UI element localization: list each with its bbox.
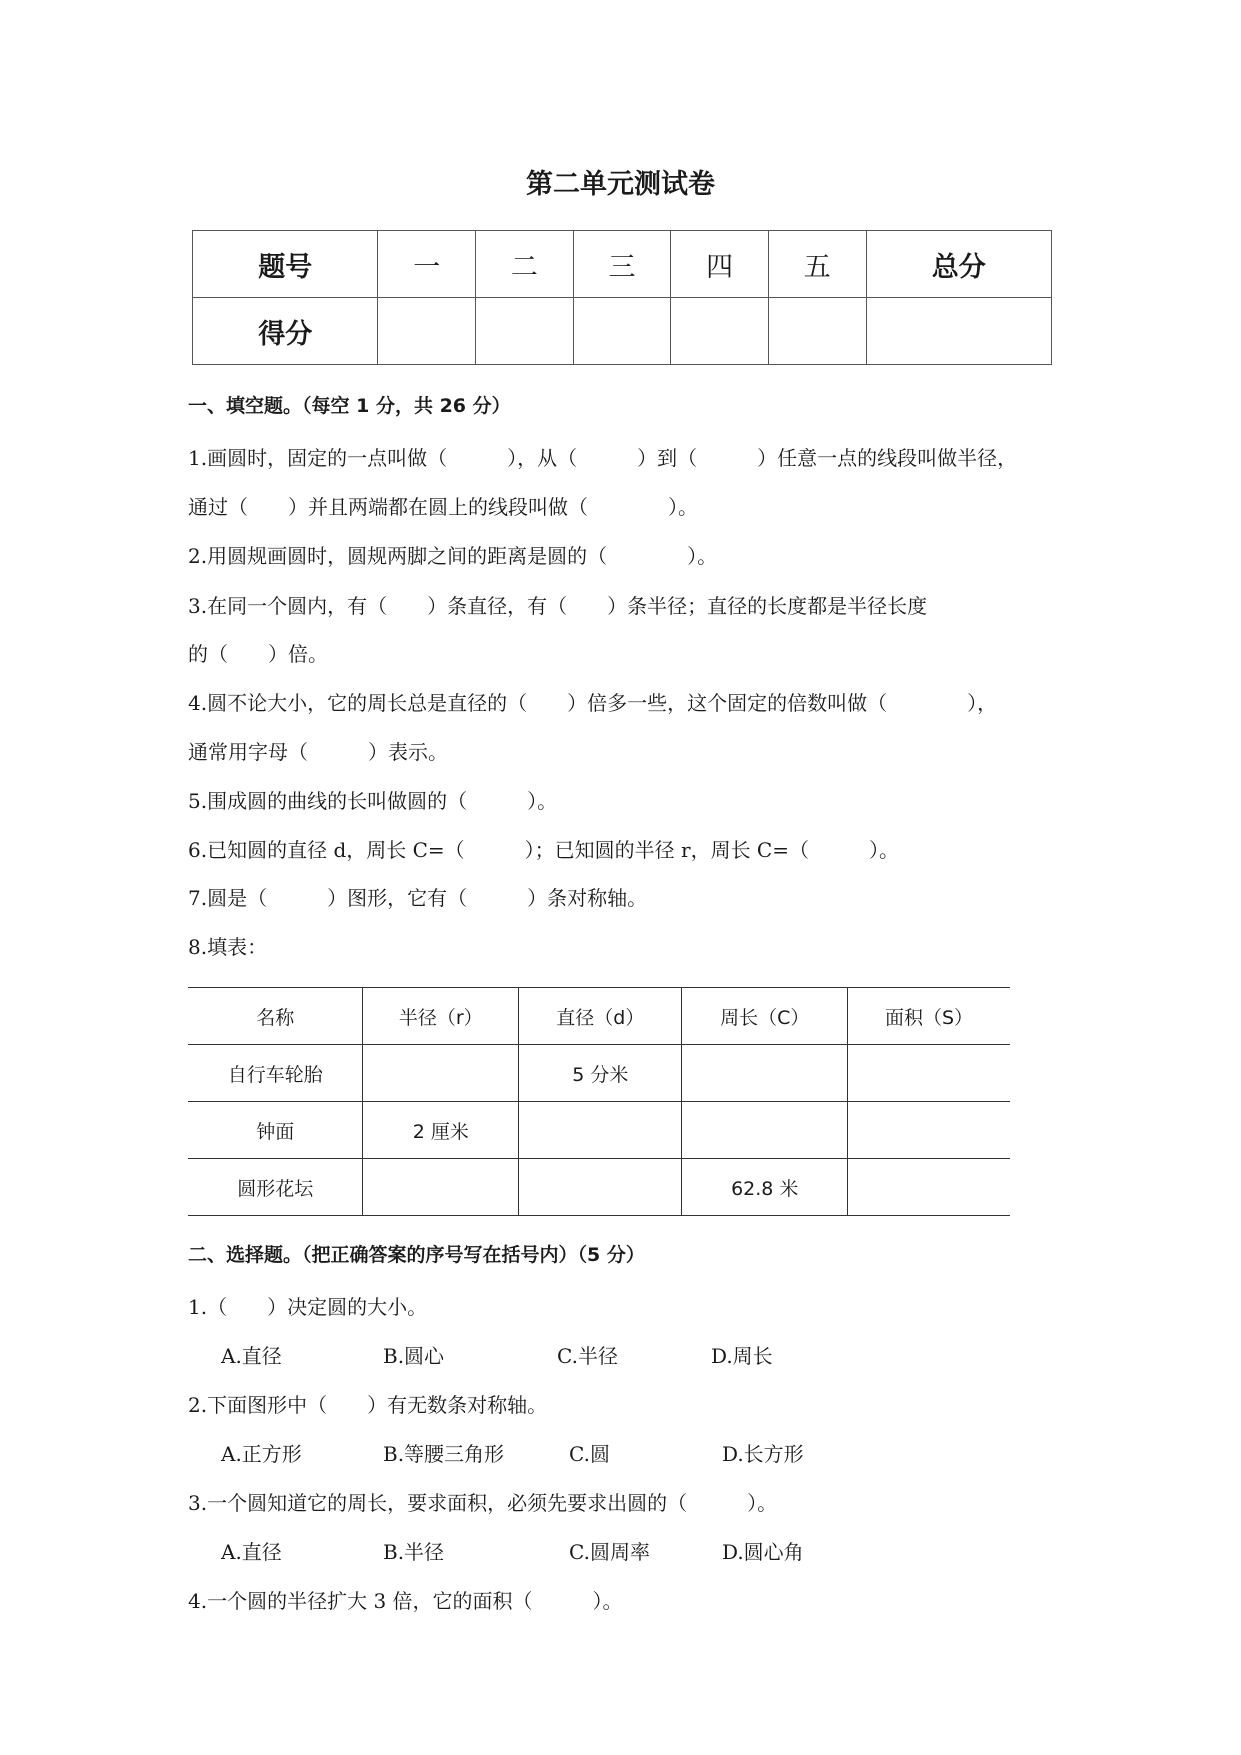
fill-cell: 钟面 — [188, 1102, 363, 1159]
choice-question: 4.一个圆的半径扩大 3 倍，它的面积（ ）。 — [188, 1589, 623, 1613]
choice-option[interactable]: B.圆心 — [383, 1344, 445, 1368]
score-cell[interactable] — [671, 298, 769, 365]
choice-option[interactable]: D.长方形 — [722, 1442, 804, 1466]
score-cell[interactable] — [866, 298, 1052, 365]
section1-heading: 一、填空题。（每空 1 分，共 26 分） — [188, 395, 511, 417]
score-header-cell: 二 — [476, 231, 574, 298]
fill-cell: 圆形花坛 — [188, 1159, 363, 1216]
choice-option[interactable]: C.圆周率 — [569, 1540, 650, 1564]
choice-question: 1.（ ）决定圆的大小。 — [188, 1295, 428, 1319]
score-cell[interactable] — [573, 298, 671, 365]
score-header-cell: 四 — [671, 231, 769, 298]
choice-option[interactable]: B.半径 — [383, 1540, 445, 1564]
fill-header-cell: 周长（C） — [682, 988, 848, 1045]
table-row — [188, 1159, 1010, 1216]
score-header-cell: 题号 — [193, 231, 378, 298]
question-line: 3.在同一个圆内，有（ ）条直径，有（ ）条半径；直径的长度都是半径长度 — [188, 594, 928, 618]
table-row — [188, 1045, 1010, 1102]
question-line: 5.围成圆的曲线的长叫做圆的（ ）。 — [188, 789, 558, 813]
score-cell[interactable] — [378, 298, 476, 365]
fill-cell[interactable] — [848, 1102, 1010, 1159]
fill-table — [188, 987, 1010, 1216]
choice-option[interactable]: A.直径 — [221, 1344, 282, 1368]
fill-header-cell: 直径（d） — [519, 988, 682, 1045]
choice-question: 2.下面图形中（ ）有无数条对称轴。 — [188, 1393, 548, 1417]
fill-header-cell: 名称 — [188, 988, 363, 1045]
fill-cell[interactable] — [848, 1045, 1010, 1102]
choice-option[interactable]: B.等腰三角形 — [383, 1442, 505, 1466]
score-header-cell: 五 — [768, 231, 866, 298]
page-title: 第二单元测试卷 — [526, 169, 715, 200]
score-cell[interactable] — [768, 298, 866, 365]
question-line: 通常用字母（ ）表示。 — [188, 740, 448, 764]
question-line: 2.用圆规画圆时，圆规两脚之间的距离是圆的（ ）。 — [188, 544, 718, 568]
score-header-cell: 一 — [378, 231, 476, 298]
question-line: 8.填表： — [188, 935, 268, 959]
section2-heading: 二、选择题。（把正确答案的序号写在括号内）（5 分） — [188, 1244, 645, 1266]
fill-cell[interactable] — [682, 1102, 848, 1159]
fill-cell[interactable] — [363, 1159, 519, 1216]
fill-cell: 2 厘米 — [363, 1102, 519, 1159]
choice-question: 3.一个圆知道它的周长，要求面积，必须先要求出圆的（ ）。 — [188, 1491, 778, 1515]
fill-cell[interactable] — [363, 1045, 519, 1102]
fill-header-cell: 面积（S） — [848, 988, 1010, 1045]
score-row-label: 得分 — [193, 298, 378, 365]
fill-cell[interactable] — [848, 1159, 1010, 1216]
fill-cell[interactable] — [519, 1159, 682, 1216]
question-line: 6.已知圆的直径 d，周长 C=（ ）；已知圆的半径 r，周长 C=（ ）。 — [188, 838, 899, 862]
score-table — [192, 230, 1052, 365]
fill-cell: 62.8 米 — [682, 1159, 848, 1216]
fill-cell[interactable] — [519, 1102, 682, 1159]
fill-header-cell: 半径（r） — [363, 988, 519, 1045]
choice-option[interactable]: A.正方形 — [221, 1442, 302, 1466]
question-line: 通过（ ）并且两端都在圆上的线段叫做（ ）。 — [188, 495, 698, 519]
fill-cell[interactable] — [682, 1045, 848, 1102]
score-header-cell: 总分 — [866, 231, 1052, 298]
choice-option[interactable]: D.圆心角 — [722, 1540, 804, 1564]
score-cell[interactable] — [476, 298, 574, 365]
question-line: 的（ ）倍。 — [188, 642, 328, 666]
choice-option[interactable]: C.半径 — [557, 1344, 618, 1368]
fill-table-header-row — [188, 988, 1010, 1045]
score-table-row — [193, 298, 1052, 365]
score-table-header-row — [193, 231, 1052, 298]
question-line: 7.圆是（ ）图形，它有（ ）条对称轴。 — [188, 886, 648, 910]
fill-cell: 自行车轮胎 — [188, 1045, 363, 1102]
choice-option[interactable]: D.周长 — [711, 1344, 773, 1368]
fill-cell: 5 分米 — [519, 1045, 682, 1102]
choice-option[interactable]: A.直径 — [221, 1540, 282, 1564]
question-line: 4.圆不论大小，它的周长总是直径的（ ）倍多一些，这个固定的倍数叫做（ ）， — [188, 691, 998, 715]
table-row — [188, 1102, 1010, 1159]
choice-option[interactable]: C.圆 — [569, 1442, 610, 1466]
score-header-cell: 三 — [573, 231, 671, 298]
question-line: 1.画圆时，固定的一点叫做（ ），从（ ）到（ ）任意一点的线段叫做半径， — [188, 446, 1018, 470]
